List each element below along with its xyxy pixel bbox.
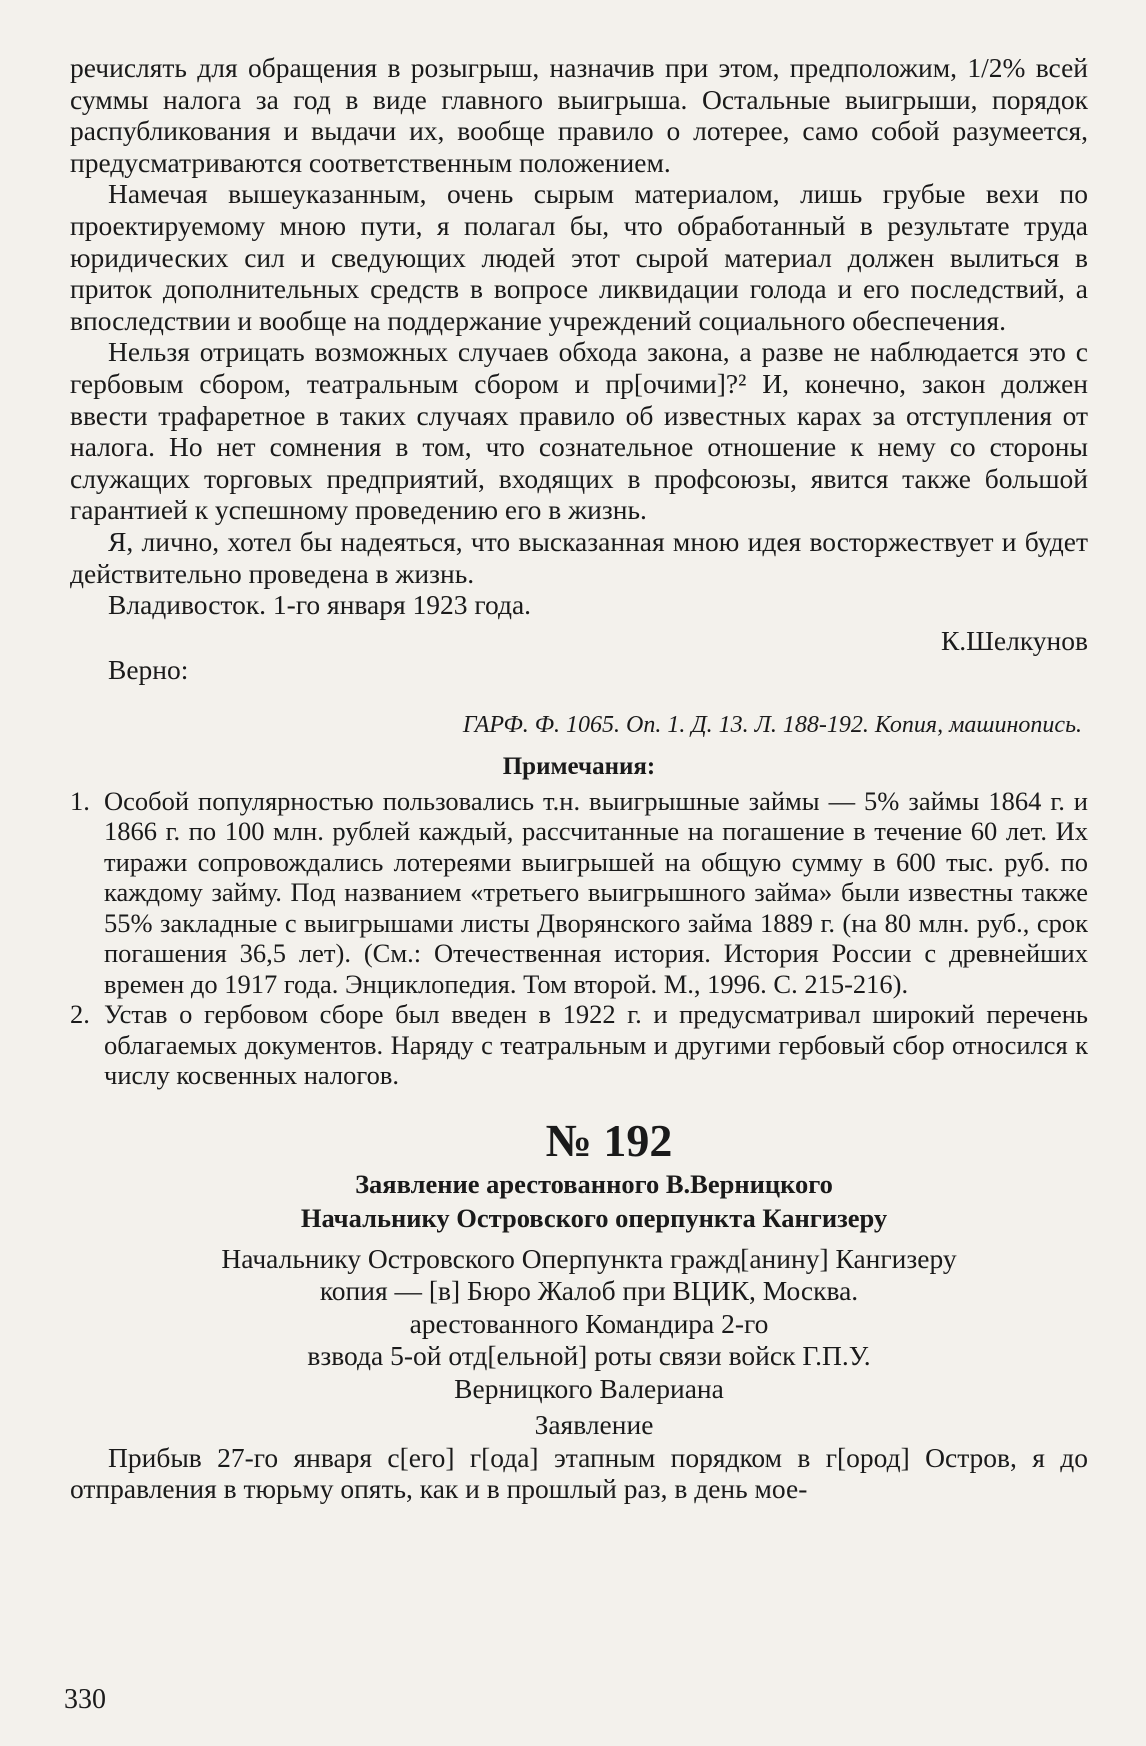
notes-title: Примечания: — [502, 752, 656, 780]
header-line-copy: копия — [в] Бюро Жалоб при ВЦИК, Москва. — [319, 1275, 859, 1307]
place-date: Владивосток. 1-го января 1923 года. — [108, 589, 532, 621]
paragraph-3: Нельзя отрицать возможных случаев обхода закона, а разве не наблюдается это с гербовым сбором, театральным сбором и пр[очими]?² И, конечно, закон должен ввести трафаретное в таких случаях правило об известных карах за отступления от налога. Но нет сомнения в том, что сознательное отношение к нему со стороны служащих торговых предприятий, входящих в профсоюзы, явится также большой гарантией к успешному проведению его в жизнь. — [70, 336, 1088, 526]
header-line-sender-1: арестованного Командира 2-го — [409, 1307, 769, 1339]
signature: К.Шелкунов — [940, 624, 1088, 656]
note-number: 1. — [70, 785, 90, 816]
page-number: 330 — [64, 1684, 106, 1715]
note-text: Особой популярностью пользовались т.н. выигрышные займы — 5% займы 1864 г. и 1866 г. по 100 млн. рублей каждый, рассчитанные на погашение в течение 60 лет. Их тиражи сопровождались лотереями выигрышей на общую сумму в 600 тыс. руб. по каждому займу. Под названием «третьего выигрышного займа» были известны также 55% закладные с выигрышами листы Дворянского займа 1889 г. (на 80 млн. руб., срок погашения 36,5 лет). (См.: Отечественная история. История России с древнейших времен до 1917 года. Энциклопедия. Том второй. М., 1996. С. 215-216). — [104, 785, 1088, 999]
document-page — [70, 52, 1088, 1505]
statement-text: Прибыв 27-го января с[его] г[ода] этапным порядком в г[ород] Остров, я до отправления в тюрьму опять, как и в прошлый раз, в день мое- — [70, 1441, 1088, 1505]
note-text: Устав о гербовом сборе был введен в 1922 г. и предусматривал широкий перечень облагаемых документов. Наряду с театральным и другими гербовый сбор относился к числу косвенных налогов. — [104, 999, 1088, 1091]
document-title-line-1: Заявление арестованного В.Верницкого — [355, 1168, 833, 1199]
paragraph-1: речислять для обращения в розыгрыш, назначив при этом, предположим, 1/2% всей суммы налога за год в виде главного выигрыша. Остальные выигрыши, порядок распубликования и выдачи их, вообще правило о лотерее, само собой разумеется, предусматриваются соответственным положением. — [70, 52, 1088, 178]
notes-list — [70, 786, 1088, 1091]
statement-title: Заявление — [534, 1409, 654, 1441]
header-line-addressee: Начальнику Островского Оперпункта гражд[анину] Кангизеру — [221, 1242, 957, 1274]
document-title-line-2: Начальнику Островского оперпункта Кангизеру — [300, 1202, 888, 1233]
note-number: 2. — [70, 999, 90, 1030]
paragraph-2: Намечая вышеуказанным, очень сырым материалом, лишь грубые вехи по проектируемому мною пути, я полагал бы, что обработанный в результате труда юридических сил и сведующих людей этот сырой материал должен вылиться в приток дополнительных средств в вопросе ликвидации голода и его последствий, а впоследствии и вообще на поддержание учреждений социального обеспечения. — [70, 178, 1088, 336]
paragraph-4: Я, лично, хотел бы надеяться, что высказанная мною идея восторжествует и будет действительно проведена в жизнь. — [70, 525, 1088, 589]
note-item — [72, 786, 1088, 1000]
archive-reference: ГАРФ. Ф. 1065. Оп. 1. Д. 13. Л. 188-192. Копия, машинопись. — [462, 711, 1082, 738]
header-line-sender-2: взвода 5-ой отд[ельной] роты связи войск Г.П.У. — [307, 1340, 871, 1372]
verno-label: Верно: — [108, 654, 189, 686]
document-number: № 192 — [545, 1114, 673, 1166]
header-line-sender-name: Верницкого Валериана — [454, 1372, 724, 1404]
note-item — [72, 999, 1088, 1091]
